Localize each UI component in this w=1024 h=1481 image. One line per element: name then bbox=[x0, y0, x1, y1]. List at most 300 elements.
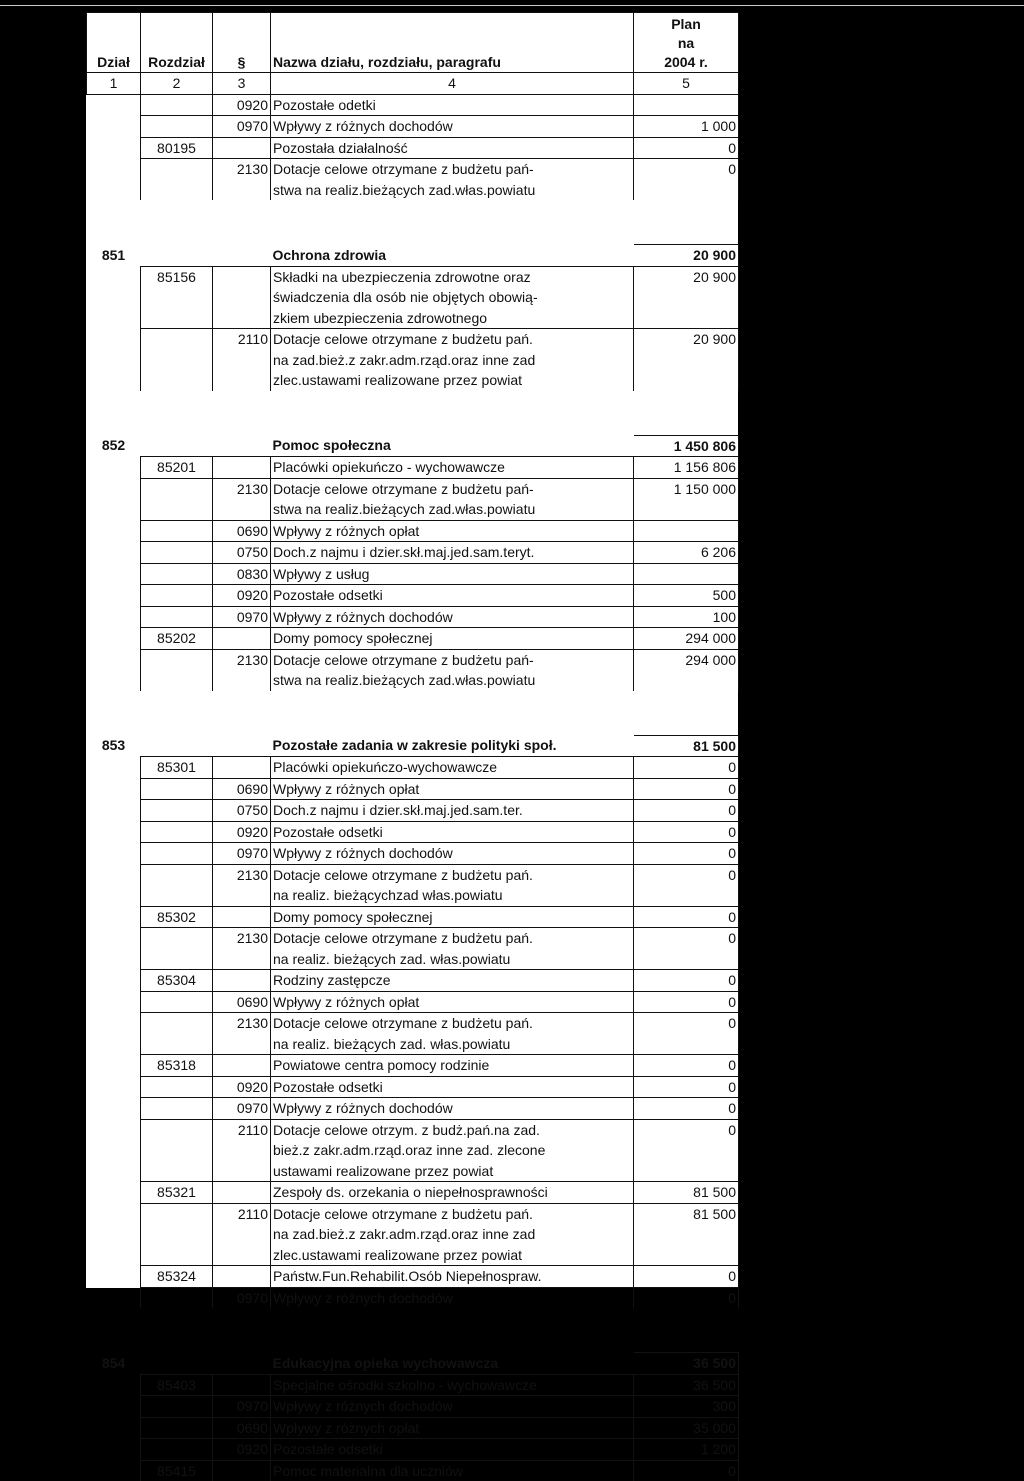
rozdzial-cell bbox=[141, 991, 213, 1013]
nazwa-cell bbox=[271, 928, 634, 970]
paragraf-cell bbox=[213, 457, 271, 479]
nazwa-cell bbox=[271, 1013, 634, 1055]
nazwa-line: Dotacje celowe otrzymane z budżetu pań. bbox=[273, 1204, 631, 1225]
section-gap bbox=[87, 1308, 739, 1353]
nazwa-line: zkiem ubezpieczenia zdrowotnego bbox=[273, 308, 631, 329]
nazwa-cell bbox=[271, 542, 634, 564]
section-row bbox=[87, 1353, 739, 1375]
header-plan-line1: Plan bbox=[636, 15, 736, 34]
rozdzial-cell bbox=[141, 478, 213, 520]
nazwa-cell bbox=[271, 329, 634, 391]
plan-cell: 0 bbox=[634, 1119, 739, 1182]
nazwa-line: Domy pomocy społecznej bbox=[273, 628, 631, 649]
nazwa-line: Dotacje celowe otrzymane z budżetu pań. bbox=[273, 865, 631, 886]
rozdzial-cell bbox=[141, 1098, 213, 1120]
dzial-cell bbox=[87, 606, 141, 628]
header-plan bbox=[634, 13, 739, 73]
paragraf-cell: 2130 bbox=[213, 159, 271, 201]
nazwa-line: Edukacyjna opieka wychowawcza bbox=[273, 1353, 632, 1374]
plan-cell: 81 500 bbox=[634, 735, 739, 757]
plan-cell: 0 bbox=[634, 159, 739, 201]
dzial-cell bbox=[87, 970, 141, 992]
nazwa-cell bbox=[271, 266, 634, 329]
nazwa-cell bbox=[271, 94, 634, 116]
header-dzial: Dział bbox=[87, 13, 141, 73]
nazwa-line: Dotacje celowe otrzymane z budżetu pań. bbox=[273, 329, 631, 350]
plan-cell bbox=[634, 520, 739, 542]
nazwa-line: Wpływy z różnych dochodów bbox=[273, 116, 631, 137]
nazwa-line: na zad.bież.z zakr.adm.rząd.oraz inne zad bbox=[273, 1224, 631, 1245]
rozdzial-cell bbox=[141, 585, 213, 607]
plan-cell: 0 bbox=[634, 137, 739, 159]
header-paragraf: § bbox=[213, 13, 271, 73]
plan-cell: 0 bbox=[634, 1266, 739, 1288]
table-row bbox=[87, 542, 739, 564]
colnum-1: 1 bbox=[87, 73, 141, 95]
nazwa-line: Wpływy z różnych dochodów bbox=[273, 1288, 631, 1309]
section-row bbox=[87, 245, 739, 267]
section-gap bbox=[87, 391, 739, 436]
nazwa-line: Doch.z najmu i dzier.skł.maj.jed.sam.teryt. bbox=[273, 542, 631, 563]
paragraf-cell: 0920 bbox=[213, 821, 271, 843]
table-row bbox=[87, 1013, 739, 1055]
rozdzial-cell bbox=[141, 563, 213, 585]
table-row bbox=[87, 864, 739, 906]
plan-cell: 0 bbox=[634, 928, 739, 970]
paragraf-cell: 0690 bbox=[213, 520, 271, 542]
nazwa-line: Wpływy z różnych dochodów bbox=[273, 607, 631, 628]
colnum-3: 3 bbox=[213, 73, 271, 95]
rozdzial-cell: 85321 bbox=[141, 1182, 213, 1204]
nazwa-cell bbox=[271, 843, 634, 865]
plan-cell: 6 206 bbox=[634, 542, 739, 564]
nazwa-line: Dotacje celowe otrzymane z budżetu pań- bbox=[273, 479, 631, 500]
paragraf-cell bbox=[213, 266, 271, 329]
paragraf-cell bbox=[213, 137, 271, 159]
table-row bbox=[87, 1076, 739, 1098]
nazwa-cell bbox=[271, 778, 634, 800]
plan-cell: 0 bbox=[634, 1076, 739, 1098]
dzial-cell bbox=[87, 542, 141, 564]
dzial-cell: 854 bbox=[87, 1353, 141, 1375]
paragraf-cell: 0970 bbox=[213, 1396, 271, 1418]
dzial-cell bbox=[87, 116, 141, 138]
paragraf-cell: 0690 bbox=[213, 991, 271, 1013]
nazwa-cell bbox=[271, 245, 634, 267]
table-row bbox=[87, 159, 739, 201]
plan-cell: 100 bbox=[634, 606, 739, 628]
plan-cell: 0 bbox=[634, 821, 739, 843]
nazwa-line: na realiz. bieżących zad. włas.powiatu bbox=[273, 1034, 631, 1055]
plan-cell bbox=[634, 94, 739, 116]
nazwa-line: Pomoc materialna dla uczniów bbox=[273, 1461, 631, 1481]
section-gap bbox=[87, 200, 739, 245]
nazwa-cell bbox=[271, 1266, 634, 1288]
dzial-cell: 853 bbox=[87, 735, 141, 757]
rozdzial-cell bbox=[141, 606, 213, 628]
nazwa-line: zlec.ustawami realizowane przez powiat bbox=[273, 370, 631, 391]
gap-cell bbox=[87, 200, 141, 245]
rozdzial-cell bbox=[141, 864, 213, 906]
nazwa-cell bbox=[271, 1119, 634, 1182]
rozdzial-cell bbox=[141, 1417, 213, 1439]
nazwa-cell bbox=[271, 435, 634, 457]
nazwa-line: na realiz. bieżących zad. włas.powiatu bbox=[273, 949, 631, 970]
table-row bbox=[87, 649, 739, 691]
dzial-cell bbox=[87, 1076, 141, 1098]
paragraf-cell: 2110 bbox=[213, 1203, 271, 1266]
rozdzial-cell: 85415 bbox=[141, 1460, 213, 1481]
nazwa-line: na realiz. bieżącychzad włas.powiatu bbox=[273, 885, 631, 906]
rozdzial-cell: 85301 bbox=[141, 757, 213, 779]
dzial-cell bbox=[87, 649, 141, 691]
rozdzial-cell bbox=[141, 928, 213, 970]
nazwa-cell bbox=[271, 735, 634, 757]
plan-cell: 0 bbox=[634, 1287, 739, 1308]
nazwa-cell bbox=[271, 1182, 634, 1204]
nazwa-cell bbox=[271, 1287, 634, 1308]
dzial-cell bbox=[87, 1374, 141, 1396]
table-row bbox=[87, 1374, 739, 1396]
plan-cell: 0 bbox=[634, 970, 739, 992]
nazwa-line: Dotacje celowe otrzymane z budżetu pań. bbox=[273, 1013, 631, 1034]
paragraf-cell bbox=[213, 435, 271, 457]
paragraf-cell bbox=[213, 1055, 271, 1077]
dzial-cell bbox=[87, 1396, 141, 1418]
table-row bbox=[87, 1203, 739, 1266]
table-row bbox=[87, 585, 739, 607]
rozdzial-cell: 85202 bbox=[141, 628, 213, 650]
nazwa-cell bbox=[271, 821, 634, 843]
nazwa-cell bbox=[271, 1374, 634, 1396]
plan-cell: 81 500 bbox=[634, 1203, 739, 1266]
nazwa-line: Pozostała działalność bbox=[273, 138, 631, 159]
table-row bbox=[87, 563, 739, 585]
dzial-cell bbox=[87, 991, 141, 1013]
nazwa-cell bbox=[271, 457, 634, 479]
table-row bbox=[87, 1119, 739, 1182]
plan-cell: 0 bbox=[634, 1055, 739, 1077]
table-row bbox=[87, 843, 739, 865]
nazwa-line: stwa na realiz.bieżących zad.włas.powiatu bbox=[273, 499, 631, 520]
gap-cell bbox=[634, 691, 739, 736]
dzial-cell bbox=[87, 329, 141, 391]
gap-cell bbox=[213, 1308, 271, 1353]
table-row bbox=[87, 778, 739, 800]
gap-cell bbox=[634, 200, 739, 245]
paragraf-cell: 0750 bbox=[213, 800, 271, 822]
rozdzial-cell bbox=[141, 1396, 213, 1418]
paragraf-cell: 2130 bbox=[213, 864, 271, 906]
gap-cell bbox=[141, 691, 213, 736]
nazwa-cell bbox=[271, 991, 634, 1013]
nazwa-line: Wpływy z różnych opłat bbox=[273, 1418, 631, 1439]
rozdzial-cell bbox=[141, 1203, 213, 1266]
plan-cell: 0 bbox=[634, 800, 739, 822]
rozdzial-cell bbox=[141, 1287, 213, 1308]
nazwa-line: Ochrona zdrowia bbox=[273, 245, 632, 266]
rozdzial-cell bbox=[141, 435, 213, 457]
dzial-cell bbox=[87, 628, 141, 650]
paragraf-cell: 0750 bbox=[213, 542, 271, 564]
dzial-cell: 852 bbox=[87, 435, 141, 457]
gap-cell bbox=[271, 200, 634, 245]
table-row bbox=[87, 457, 739, 479]
gap-cell bbox=[87, 1308, 141, 1353]
budget-table bbox=[86, 12, 739, 1481]
paragraf-cell: 2130 bbox=[213, 478, 271, 520]
nazwa-line: Powiatowe centra pomocy rodzinie bbox=[273, 1055, 631, 1076]
colnum-5: 5 bbox=[634, 73, 739, 95]
dzial-cell bbox=[87, 1417, 141, 1439]
plan-cell: 294 000 bbox=[634, 628, 739, 650]
rozdzial-cell bbox=[141, 649, 213, 691]
dzial-cell bbox=[87, 778, 141, 800]
nazwa-cell bbox=[271, 159, 634, 201]
nazwa-line: Pozostałe odsetki bbox=[273, 1439, 631, 1460]
gap-cell bbox=[213, 200, 271, 245]
section-gap bbox=[87, 691, 739, 736]
rozdzial-cell bbox=[141, 1013, 213, 1055]
gap-cell bbox=[271, 691, 634, 736]
nazwa-cell bbox=[271, 1203, 634, 1266]
rozdzial-cell bbox=[141, 116, 213, 138]
nazwa-line: Pozostałe odsetki bbox=[273, 585, 631, 606]
document-page bbox=[86, 12, 738, 1288]
table-row bbox=[87, 628, 739, 650]
paragraf-cell: 2130 bbox=[213, 928, 271, 970]
dzial-cell bbox=[87, 1182, 141, 1204]
plan-cell bbox=[634, 563, 739, 585]
nazwa-cell bbox=[271, 757, 634, 779]
dzial-cell bbox=[87, 159, 141, 201]
nazwa-cell bbox=[271, 520, 634, 542]
rozdzial-cell: 85201 bbox=[141, 457, 213, 479]
dzial-cell bbox=[87, 266, 141, 329]
table-row bbox=[87, 1439, 739, 1461]
gap-cell bbox=[271, 391, 634, 436]
nazwa-cell bbox=[271, 1439, 634, 1461]
table-row bbox=[87, 116, 739, 138]
nazwa-line: Dotacje celowe otrzymane z budżetu pań. bbox=[273, 928, 631, 949]
dzial-cell bbox=[87, 1013, 141, 1055]
dzial-cell bbox=[87, 585, 141, 607]
dzial-cell bbox=[87, 1266, 141, 1288]
table-row bbox=[87, 1055, 739, 1077]
gap-cell bbox=[213, 691, 271, 736]
dzial-cell bbox=[87, 757, 141, 779]
table-row bbox=[87, 606, 739, 628]
nazwa-cell bbox=[271, 1460, 634, 1481]
plan-cell: 20 900 bbox=[634, 329, 739, 391]
plan-cell: 1 150 000 bbox=[634, 478, 739, 520]
dzial-cell bbox=[87, 843, 141, 865]
plan-cell: 81 500 bbox=[634, 1182, 739, 1204]
plan-cell: 36 500 bbox=[634, 1353, 739, 1375]
top-rule bbox=[0, 5, 1024, 6]
rozdzial-cell bbox=[141, 735, 213, 757]
plan-cell: 1 000 bbox=[634, 116, 739, 138]
paragraf-cell: 0690 bbox=[213, 778, 271, 800]
plan-cell: 20 900 bbox=[634, 245, 739, 267]
table-row bbox=[87, 970, 739, 992]
table-row bbox=[87, 266, 739, 329]
rozdzial-cell bbox=[141, 245, 213, 267]
plan-cell: 500 bbox=[634, 585, 739, 607]
plan-cell: 0 bbox=[634, 1013, 739, 1055]
paragraf-cell: 0970 bbox=[213, 116, 271, 138]
paragraf-cell bbox=[213, 1374, 271, 1396]
nazwa-line: Pozostałe odsetki bbox=[273, 822, 631, 843]
nazwa-line: stwa na realiz.bieżących zad.włas.powiatu bbox=[273, 670, 631, 691]
paragraf-cell: 2130 bbox=[213, 649, 271, 691]
paragraf-cell: 2110 bbox=[213, 329, 271, 391]
plan-cell: 0 bbox=[634, 991, 739, 1013]
gap-cell bbox=[634, 391, 739, 436]
gap-cell bbox=[271, 1308, 634, 1353]
nazwa-cell bbox=[271, 800, 634, 822]
table-row bbox=[87, 1098, 739, 1120]
plan-cell: 0 bbox=[634, 906, 739, 928]
plan-cell: 0 bbox=[634, 843, 739, 865]
nazwa-line: Składki na ubezpieczenia zdrowotne oraz bbox=[273, 267, 631, 288]
nazwa-cell bbox=[271, 585, 634, 607]
dzial-cell bbox=[87, 906, 141, 928]
table-row bbox=[87, 991, 739, 1013]
table-row bbox=[87, 1266, 739, 1288]
table-row bbox=[87, 906, 739, 928]
nazwa-cell bbox=[271, 649, 634, 691]
nazwa-line: Doch.z najmu i dzier.skł.maj.jed.sam.ter. bbox=[273, 800, 631, 821]
paragraf-cell: 0690 bbox=[213, 1417, 271, 1439]
table-row bbox=[87, 478, 739, 520]
nazwa-line: stwa na realiz.bieżących zad.włas.powiatu bbox=[273, 180, 631, 201]
plan-cell: 1 156 806 bbox=[634, 457, 739, 479]
gap-cell bbox=[87, 691, 141, 736]
rozdzial-cell: 85304 bbox=[141, 970, 213, 992]
rozdzial-cell bbox=[141, 1353, 213, 1375]
colnum-4: 4 bbox=[271, 73, 634, 95]
nazwa-cell bbox=[271, 1396, 634, 1418]
paragraf-cell: 2130 bbox=[213, 1013, 271, 1055]
paragraf-cell bbox=[213, 1182, 271, 1204]
nazwa-line: Dotacje celowe otrzymane z budżetu pań- bbox=[273, 650, 631, 671]
section-row bbox=[87, 735, 739, 757]
dzial-cell: 851 bbox=[87, 245, 141, 267]
plan-cell: 300 bbox=[634, 1396, 739, 1418]
header-plan-line3: 2004 r. bbox=[636, 53, 736, 72]
nazwa-cell bbox=[271, 1055, 634, 1077]
dzial-cell bbox=[87, 1055, 141, 1077]
paragraf-cell: 0970 bbox=[213, 606, 271, 628]
rozdzial-cell bbox=[141, 778, 213, 800]
nazwa-cell bbox=[271, 864, 634, 906]
header-rozdzial: Rozdział bbox=[141, 13, 213, 73]
dzial-cell bbox=[87, 800, 141, 822]
nazwa-line: Pozostałe odetki bbox=[273, 95, 631, 116]
nazwa-line: Pozostałe zadania w zakresie polityki społ. bbox=[273, 735, 632, 756]
paragraf-cell: 0920 bbox=[213, 1439, 271, 1461]
dzial-cell bbox=[87, 520, 141, 542]
nazwa-cell bbox=[271, 137, 634, 159]
plan-cell: 35 000 bbox=[634, 1417, 739, 1439]
rozdzial-cell bbox=[141, 542, 213, 564]
nazwa-cell bbox=[271, 1098, 634, 1120]
table-row bbox=[87, 821, 739, 843]
header-nazwa: Nazwa działu, rozdziału, paragrafu bbox=[271, 13, 634, 73]
plan-cell: 0 bbox=[634, 1460, 739, 1481]
section-row bbox=[87, 435, 739, 457]
nazwa-line: na zad.bież.z zakr.adm.rząd.oraz inne zad bbox=[273, 350, 631, 371]
paragraf-cell bbox=[213, 757, 271, 779]
paragraf-cell: 0920 bbox=[213, 94, 271, 116]
paragraf-cell bbox=[213, 906, 271, 928]
dzial-cell bbox=[87, 928, 141, 970]
paragraf-cell bbox=[213, 735, 271, 757]
dzial-cell bbox=[87, 563, 141, 585]
paragraf-cell bbox=[213, 1266, 271, 1288]
paragraf-cell: 0970 bbox=[213, 1287, 271, 1308]
nazwa-cell bbox=[271, 1353, 634, 1375]
rozdzial-cell: 85403 bbox=[141, 1374, 213, 1396]
rozdzial-cell bbox=[141, 1439, 213, 1461]
rozdzial-cell bbox=[141, 329, 213, 391]
rozdzial-cell bbox=[141, 843, 213, 865]
nazwa-line: Wpływy z różnych opłat bbox=[273, 779, 631, 800]
rozdzial-cell bbox=[141, 94, 213, 116]
nazwa-line: Dotacje celowe otrzymane z budżetu pań- bbox=[273, 159, 631, 180]
table-row bbox=[87, 520, 739, 542]
paragraf-cell: 0920 bbox=[213, 585, 271, 607]
nazwa-cell bbox=[271, 116, 634, 138]
gap-cell bbox=[213, 391, 271, 436]
table-row bbox=[87, 1396, 739, 1418]
dzial-cell bbox=[87, 1439, 141, 1461]
plan-cell: 36 500 bbox=[634, 1374, 739, 1396]
nazwa-line: Rodziny zastępcze bbox=[273, 970, 631, 991]
nazwa-line: Państw.Fun.Rehabilit.Osób Niepełnospraw. bbox=[273, 1266, 631, 1287]
dzial-cell bbox=[87, 864, 141, 906]
rozdzial-cell: 85302 bbox=[141, 906, 213, 928]
nazwa-cell bbox=[271, 1417, 634, 1439]
table-row bbox=[87, 137, 739, 159]
table-row bbox=[87, 928, 739, 970]
paragraf-cell: 2110 bbox=[213, 1119, 271, 1182]
table-row bbox=[87, 1417, 739, 1439]
plan-cell: 0 bbox=[634, 1098, 739, 1120]
nazwa-cell bbox=[271, 563, 634, 585]
nazwa-line: Domy pomocy społecznej bbox=[273, 907, 631, 928]
nazwa-line: zlec.ustawami realizowane przez powiat bbox=[273, 1245, 631, 1266]
dzial-cell bbox=[87, 1203, 141, 1266]
nazwa-line: Pomoc społeczna bbox=[273, 435, 632, 456]
rozdzial-cell bbox=[141, 520, 213, 542]
table-body bbox=[87, 94, 739, 1481]
dzial-cell bbox=[87, 1287, 141, 1308]
dzial-cell bbox=[87, 137, 141, 159]
table-row bbox=[87, 800, 739, 822]
gap-cell bbox=[141, 1308, 213, 1353]
nazwa-line: Wpływy z różnych dochodów bbox=[273, 1098, 631, 1119]
colnum-2: 2 bbox=[141, 73, 213, 95]
nazwa-line: Wpływy z różnych opłat bbox=[273, 521, 631, 542]
nazwa-line: ustawami realizowane przez powiat bbox=[273, 1161, 631, 1182]
rozdzial-cell: 85318 bbox=[141, 1055, 213, 1077]
rozdzial-cell bbox=[141, 159, 213, 201]
nazwa-line: Placówki opiekuńczo-wychowawcze bbox=[273, 757, 631, 778]
rozdzial-cell bbox=[141, 1119, 213, 1182]
nazwa-line: Pozostałe odsetki bbox=[273, 1077, 631, 1098]
